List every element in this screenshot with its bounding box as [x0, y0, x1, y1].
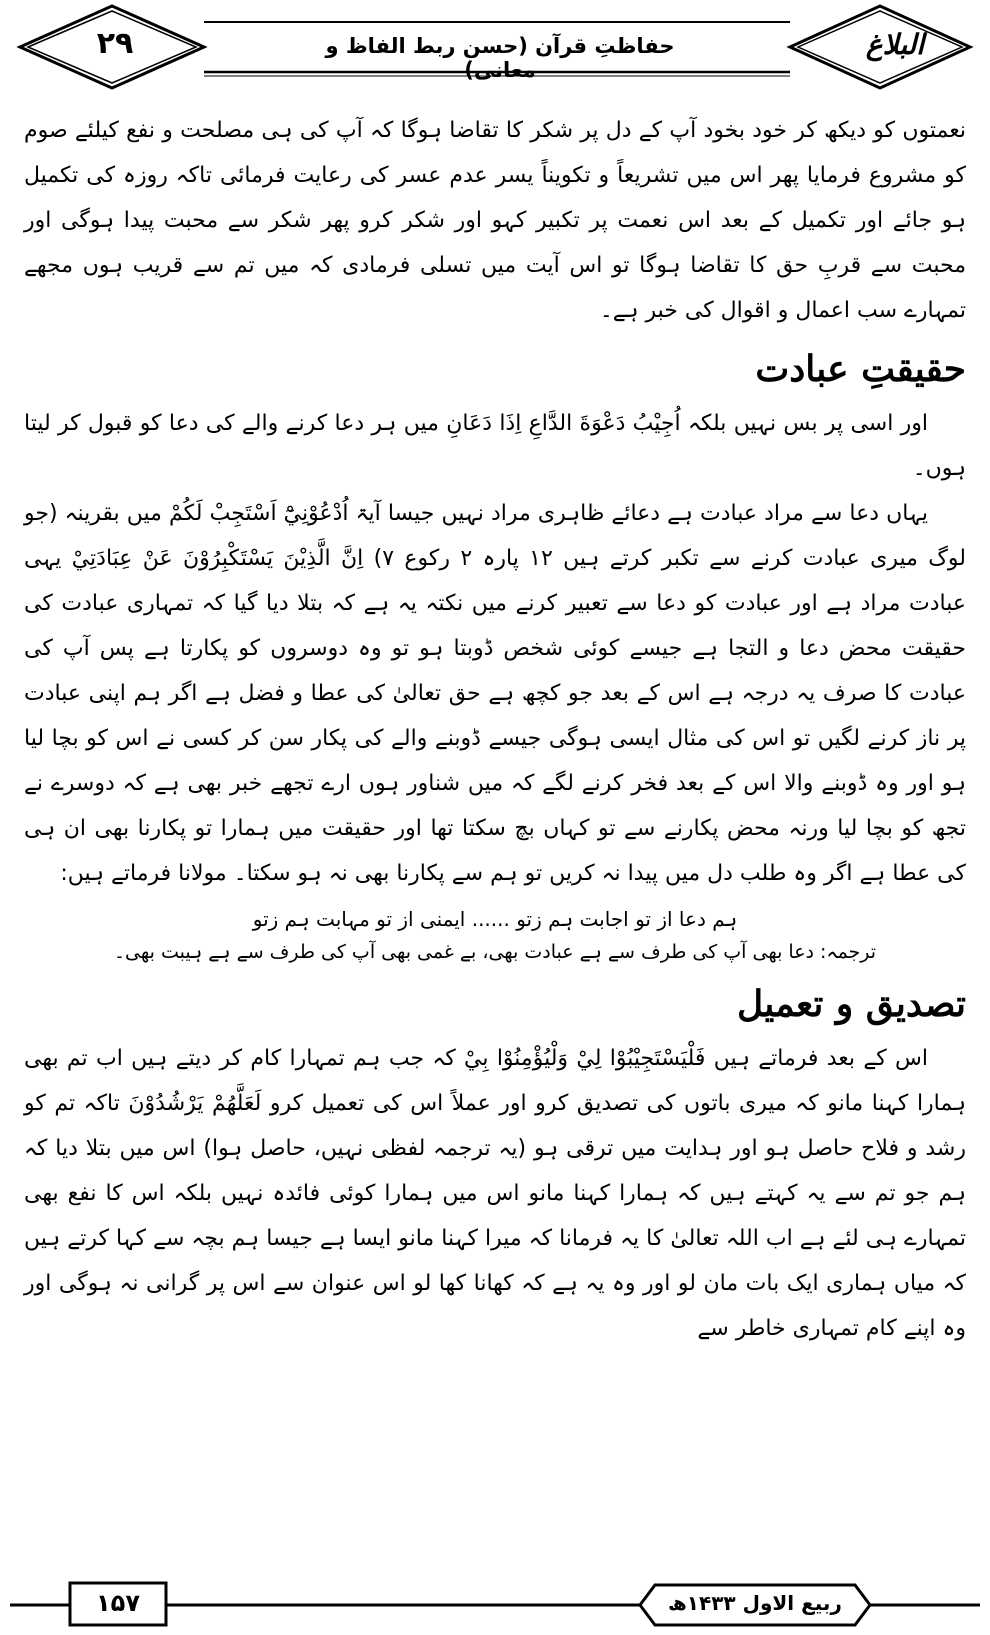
page-footer: [0, 1575, 990, 1635]
header-title: حفاظتِ قرآن (حسن ربط الفاظ و معانی): [325, 34, 675, 82]
persian-verse: ہم دعا از تو اجابت ہم زتو ...... ایمنی از تو مہابت ہم زتو: [252, 907, 738, 931]
article-body: [24, 108, 966, 1351]
verse-translation: ترجمہ: دعا بھی آپ کی طرف سے ہے عبادت بھی، بے غمی بھی آپ کی طرف سے ہے ہیبت بھی۔: [113, 941, 877, 963]
section-heading-haqeeqat-ibadat: حقیقتِ عبادت: [755, 348, 966, 390]
paragraph-4: اس کے بعد فرماتے ہیں فَلْيَسْتَجِيْبُوْا لِيْ وَلْيُؤْمِنُوْا بِيْ کہ جب ہم تمہارا کام کر دیتے ہیں اب تم بھی ہمارا کہنا مانو کہ میری باتوں کی تصدیق کرو اور عملاً اس کی تعمیل کرو لَعَلَّهُمْ يَرْشُدُوْنَ تاکہ تم کو رشد و فلاح حاصل ہو اور ہدایت میں ترقی ہو (یہ ترجمہ لفظی نہیں، حاصل ہوا) اس میں بتلا دیا کہ ہم جو تم سے یہ کہتے ہیں کہ ہمارا کہنا مانو اس میں ہمارا کوئی فائدہ نہیں بلکہ اس کا نفع بھی تمہارے ہی لئے ہے اب اللہ تعالیٰ کا یہ فرمانا کہ میرا کہنا مانو ایسا ہے جیسا ہم بچہ سے کہا کرتے ہیں کہ میاں ہماری ایک بات مان لو اور وہ یہ ہے کہ کھانا کھا لو اس عنوان سے اس پر گرانی نہ ہوگی اور وہ اپنے کام تمہاری خاطر سے: [24, 1046, 966, 1341]
publication-logo: البلاغ: [865, 28, 925, 61]
footer-page-number: ۱۵۷: [96, 1589, 140, 1617]
footer-issue-date: ربیع الاول ۱۴۳۳ھ: [668, 1591, 842, 1615]
paragraph-2: اور اسی پر بس نہیں بلکہ اُجِيْبُ دَعْوَةَ الدَّاعِ اِذَا دَعَانِ میں ہر دعا کرنے والے کی دعا کو قبول کر لیتا ہوں۔: [24, 411, 966, 481]
paragraph-1: نعمتوں کو دیکھ کر خود بخود آپ کے دل پر شکر کا تقاضا ہوگا کہ آپ کی ہی مصلحت و نفع کیلئے صوم کو مشروع فرمایا پھر اس میں تشریعاً و تکویناً یسر عدم عسر کی رعایت فرمائی تاکہ روزہ کی تکمیل ہو جائے اور تکمیل کے بعد اس نعمت پر تکبیر کہو اور شکر کرو پھر شکر سے محبت پیدا ہوگی اور محبت سے قربِ حق کا تقاضا ہوگا تو اس آیت میں تسلی فرمادی کہ میں تم سے قریب ہوں مجھے تمہارے سب اعمال و اقوال کی خبر ہے۔: [24, 118, 966, 323]
header-page-number: ۲۹: [96, 26, 134, 61]
section-heading-tasdeeq-tameel: تصدیق و تعمیل: [737, 983, 966, 1025]
paragraph-3: یہاں دعا سے مراد عبادت ہے دعائے ظاہری مراد نہیں جیسا آیۃ اُدْعُوْنِيْٓ اَسْتَجِبْ لَكُمْ میں بقرینہ (جو لوگ میری عبادت کرنے سے تکبر کرتے ہیں ۱۲ پارہ ۲ رکوع ۷) اِنَّ الَّذِيْنَ يَسْتَكْبِرُوْنَ عَنْ عِبَادَتِيْ یہی عبادت مراد ہے اور عبادت کو دعا سے تعبیر کرنے میں نکتہ یہ ہے کہ بتلا دیا گیا کہ تمہاری عبادت کی حقیقت محض دعا و التجا ہے جیسے کوئی شخص ڈوبتا ہو تو وہ دوسروں کو پکارتا ہے پس آپ کی عبادت کا صرف یہ درجہ ہے اس کے بعد جو کچھ ہے حق تعالیٰ کی عطا و فضل ہے اگر ہم اپنی عبادت پر ناز کرنے لگیں تو اس کی مثال ایسی ہوگی جیسے ڈوبنے والے کی پکار سن کر کسی نے اس کو بچا لیا ہو اور وہ ڈوبنے والا اس کے بعد فخر کرنے لگے کہ میں شناور ہوں ارے تجھے خبر بھی ہے کہ دوسرے نے تجھ کو بچا لیا ورنہ محض پکارنے سے تو کہاں بچ سکتا تھا اور حقیقت میں ہمارا تو پکارنا بھی ان ہی کی عطا ہے اگر وہ طلب دل میں پیدا نہ کریں تو ہم سے پکارنا بھی نہ ہو سکتا۔ مولانا فرماتے ہیں:: [24, 501, 966, 886]
page-header: [0, 0, 990, 95]
